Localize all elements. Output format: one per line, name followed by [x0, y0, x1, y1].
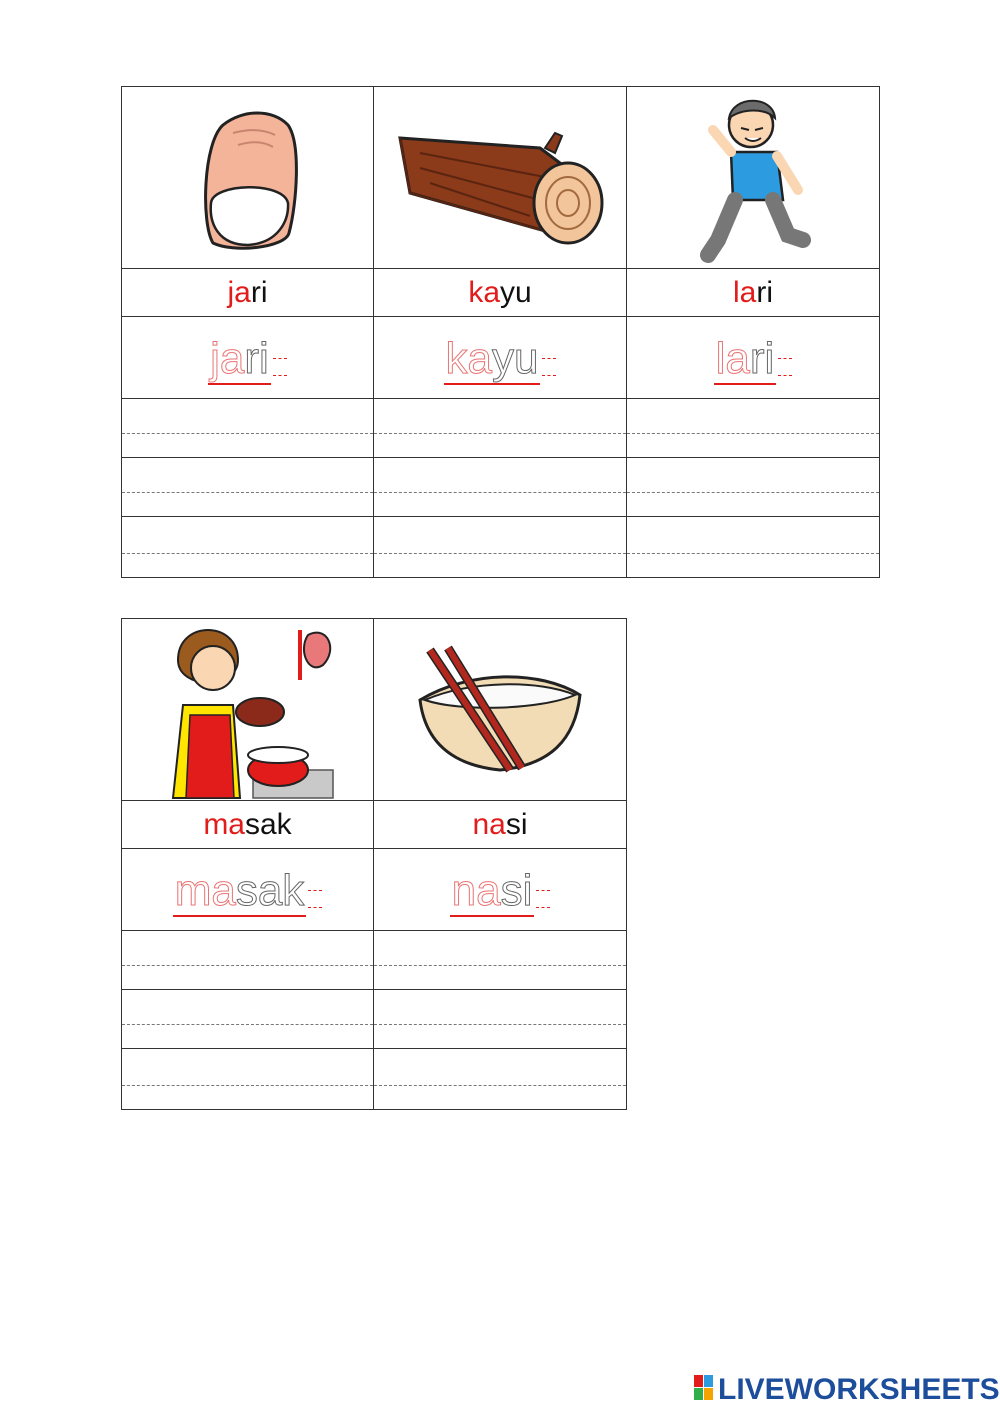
picture-cell-kayu — [374, 87, 627, 269]
picture-cell-lari — [627, 87, 880, 269]
writing-line[interactable] — [374, 1049, 627, 1110]
trace-syllable: la — [715, 334, 750, 383]
picture-cell-nasi — [374, 619, 627, 801]
word-syllable: na — [472, 807, 506, 841]
writing-line[interactable] — [374, 931, 627, 990]
word-label — [733, 276, 773, 309]
worksheet-table-2 — [121, 618, 627, 1110]
word-label — [468, 276, 531, 309]
word-cell-jari — [122, 269, 374, 317]
writing-line[interactable] — [374, 458, 627, 517]
word-label — [227, 276, 267, 309]
trace-syllable: ja — [210, 334, 245, 383]
writing-line[interactable] — [122, 517, 374, 578]
writing-line[interactable] — [122, 990, 374, 1049]
writing-line[interactable] — [627, 517, 880, 578]
rice-bowl-icon — [410, 640, 590, 780]
trace-cell-kayu — [374, 317, 627, 399]
word-cell-kayu — [374, 269, 627, 317]
trace-word — [450, 866, 535, 917]
writing-line[interactable] — [374, 399, 627, 458]
trace-guide — [536, 890, 550, 908]
trace-cell-masak — [122, 849, 374, 931]
word-syllable: la — [732, 275, 757, 309]
trace-word — [173, 866, 307, 917]
word-rest: ri — [756, 275, 773, 309]
word-syllable: ma — [203, 807, 245, 841]
worksheet-table-1 — [121, 86, 880, 578]
trace-rest: si — [500, 866, 533, 915]
picture-cell-masak — [122, 619, 374, 801]
word-cell-masak — [122, 801, 374, 849]
writing-line[interactable] — [627, 458, 880, 517]
trace-rest: sak — [235, 866, 305, 915]
word-syllable: ka — [468, 275, 500, 309]
trace-cell-jari — [122, 317, 374, 399]
trace-rest: yu — [492, 334, 539, 383]
trace-cell-nasi — [374, 849, 627, 931]
writing-line[interactable] — [374, 517, 627, 578]
writing-line[interactable] — [122, 931, 374, 990]
picture-cell-jari — [122, 87, 374, 269]
trace-word — [444, 334, 541, 385]
writing-line[interactable] — [627, 399, 880, 458]
running-boy-icon — [693, 90, 813, 265]
trace-rest: ri — [749, 334, 775, 383]
liveworksheets-logo-icon — [694, 1375, 714, 1401]
brand-logo — [694, 1373, 1000, 1407]
word-label — [472, 808, 527, 841]
finger-icon — [193, 103, 303, 253]
trace-rest: ri — [244, 334, 269, 383]
cooking-girl-icon — [158, 620, 338, 800]
word-rest: sak — [245, 807, 292, 841]
trace-guide — [308, 890, 322, 908]
trace-word — [208, 334, 271, 385]
word-rest: ri — [250, 275, 268, 309]
word-rest: si — [505, 807, 528, 841]
trace-guide — [273, 358, 287, 376]
trace-guide — [542, 358, 556, 376]
writing-line[interactable] — [374, 990, 627, 1049]
word-syllable: ja — [227, 275, 251, 309]
word-rest: yu — [500, 275, 532, 309]
writing-line[interactable] — [122, 399, 374, 458]
writing-line[interactable] — [122, 458, 374, 517]
trace-word — [714, 334, 777, 385]
word-cell-lari — [627, 269, 880, 317]
word-label — [203, 808, 291, 841]
trace-cell-lari — [627, 317, 880, 399]
trace-syllable: ka — [445, 334, 492, 383]
trace-syllable: ma — [174, 866, 236, 915]
writing-line[interactable] — [122, 1049, 374, 1110]
word-cell-nasi — [374, 801, 627, 849]
brand-text: LIVEWORKSHEETS — [718, 1373, 1000, 1406]
trace-guide — [778, 358, 792, 376]
log-icon — [390, 108, 610, 248]
trace-syllable: na — [451, 866, 501, 915]
